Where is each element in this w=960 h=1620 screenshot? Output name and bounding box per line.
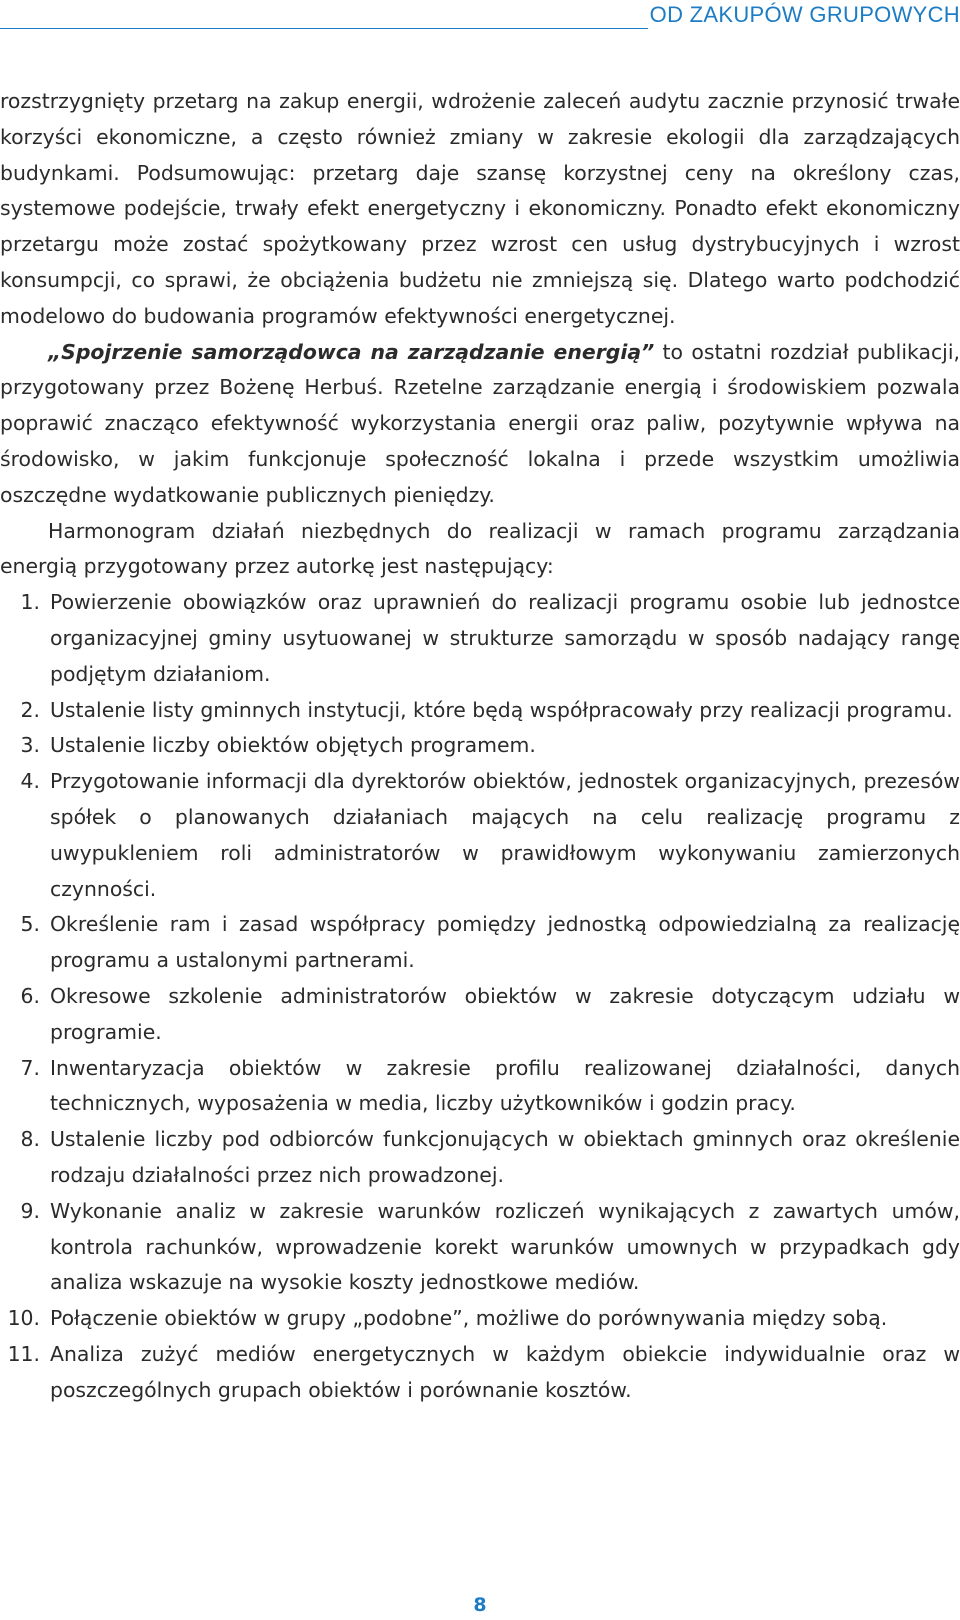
list-item-text: Powierzenie obowiązków oraz uprawnień do realizacji programu osobie lub jednostce organizacyjnej gminy usytuowanej w strukturze samorządu w sposób nadający rangę podjętym działaniom.	[50, 590, 960, 686]
list-item-number: 1.	[20, 590, 40, 615]
list-item-number: 2.	[20, 697, 40, 722]
list-item	[0, 1337, 960, 1409]
schedule-list	[0, 585, 960, 1408]
list-item-text: Okresowe szkolenie administratorów obiektów w zakresie dotyczącym udziału w programie.	[50, 983, 960, 1044]
list-item-text: Połączenie obiektów w grupy „podobne”, możliwe do porównywania między sobą.	[50, 1306, 888, 1331]
list-item-number: 5.	[20, 912, 40, 937]
list-item	[0, 764, 960, 907]
list-item	[0, 1122, 960, 1194]
list-item-number: 11.	[7, 1341, 40, 1366]
paragraph-2	[0, 335, 960, 514]
paragraph-1: rozstrzygnięty przetarg na zakup energii, wdrożenie zaleceń audytu zacznie przynosić trwałe korzyści ekonomiczne, a często również zmiany w zakresie ekologii dla zarządzających budynkami. Podsumowując: przetarg daje szansę korzystnej ceny na określony czas, systemowe podejście, trwały efekt energetyczny i ekonomiczny. Ponadto efekt ekonomiczny przetargu może zostać spożytkowany przez wzrost cen usług dystrybucyjnych i wzrost konsumpcji, co sprawi, że obciążenia budżetu nie zmniejszą się. Dlatego warto podchodzić modelowo do budowania programów efektywności energetycznej.	[0, 89, 960, 328]
page-number: 8	[473, 1594, 487, 1616]
list-item	[0, 1194, 960, 1301]
running-header	[0, 0, 960, 32]
header-rule	[0, 28, 648, 29]
header-title: OD ZAKUPÓW GRUPOWYCH	[649, 2, 960, 27]
list-item-text: Ustalenie liczby obiektów objętych programem.	[50, 733, 536, 758]
list-item	[0, 1301, 960, 1337]
list-item	[0, 693, 960, 729]
list-item-number: 4.	[20, 769, 40, 794]
list-item-text: Przygotowanie informacji dla dyrektorów obiektów, jednostek organizacyjnych, prezesów spółek o planowanych działaniach mających na celu realizację programu z uwypukleniem roli administratorów w prawidłowym wykonywaniu zamierzonych czynności.	[50, 769, 960, 901]
list-item	[0, 1051, 960, 1123]
list-item-text: Określenie ram i zasad współpracy pomiędzy jednostką odpowiedzialną za realizację programu a ustalonymi partnerami.	[50, 912, 960, 973]
list-item-text: Wykonanie analiz w zakresie warunków rozliczeń wynikających z zawartych umów, kontrola rachunków, wprowadzenie korekt warunków umownych w przypadkach gdy analiza wskazuje na wysokie koszty jednostkowe mediów.	[50, 1198, 960, 1295]
chapter-title-quote: „Spojrzenie samorządowca na zarządzanie energią”	[48, 339, 655, 364]
list-item-text: Ustalenie listy gminnych instytucji, które będą współpracowały przy realizacji programu.	[50, 697, 953, 722]
page-body	[0, 84, 960, 1408]
list-item	[0, 728, 960, 764]
list-item	[0, 979, 960, 1051]
list-item-text: Inwentaryzacja obiektów w zakresie profilu realizowanej działalności, danych technicznych, wyposażenia w media, liczby użytkowników i godzin pracy.	[50, 1055, 960, 1116]
list-item	[0, 907, 960, 979]
list-item-number: 6.	[20, 983, 40, 1008]
list-item-text: Ustalenie liczby pod odbiorców funkcjonujących w obiektach gminnych oraz określenie rodzaju działalności przez nich prowadzonej.	[50, 1127, 960, 1187]
list-item-text: Analiza zużyć mediów energetycznych w każdym obiekcie indywidualnie oraz w poszczególnych grupach obiektów i porównanie kosztów.	[50, 1341, 960, 1402]
list-item-number: 8.	[20, 1127, 40, 1152]
list-item-number: 10.	[7, 1306, 40, 1331]
list-item	[0, 585, 960, 692]
paragraph-2-text: to ostatni rozdział publikacji, przygotowany przez Bożenę Herbuś. Rzetelne zarządzanie energią i środowiskiem pozwala poprawić znacząco efektywność wykorzystania energii oraz paliw, pozytywnie wpływa na środowisko, w jakim funkcjonuje społeczność lokalna i przede wszystkim umożliwia oszczędne wydatkowanie publicznych pieniędzy.	[0, 339, 960, 507]
list-item-number: 9.	[20, 1198, 40, 1223]
list-item-number: 7.	[20, 1055, 40, 1080]
list-item-number: 3.	[20, 733, 40, 758]
paragraph-3: Harmonogram działań niezbędnych do realizacji w ramach programu zarządzania energią przygotowany przez autorkę jest następujący:	[0, 518, 960, 579]
